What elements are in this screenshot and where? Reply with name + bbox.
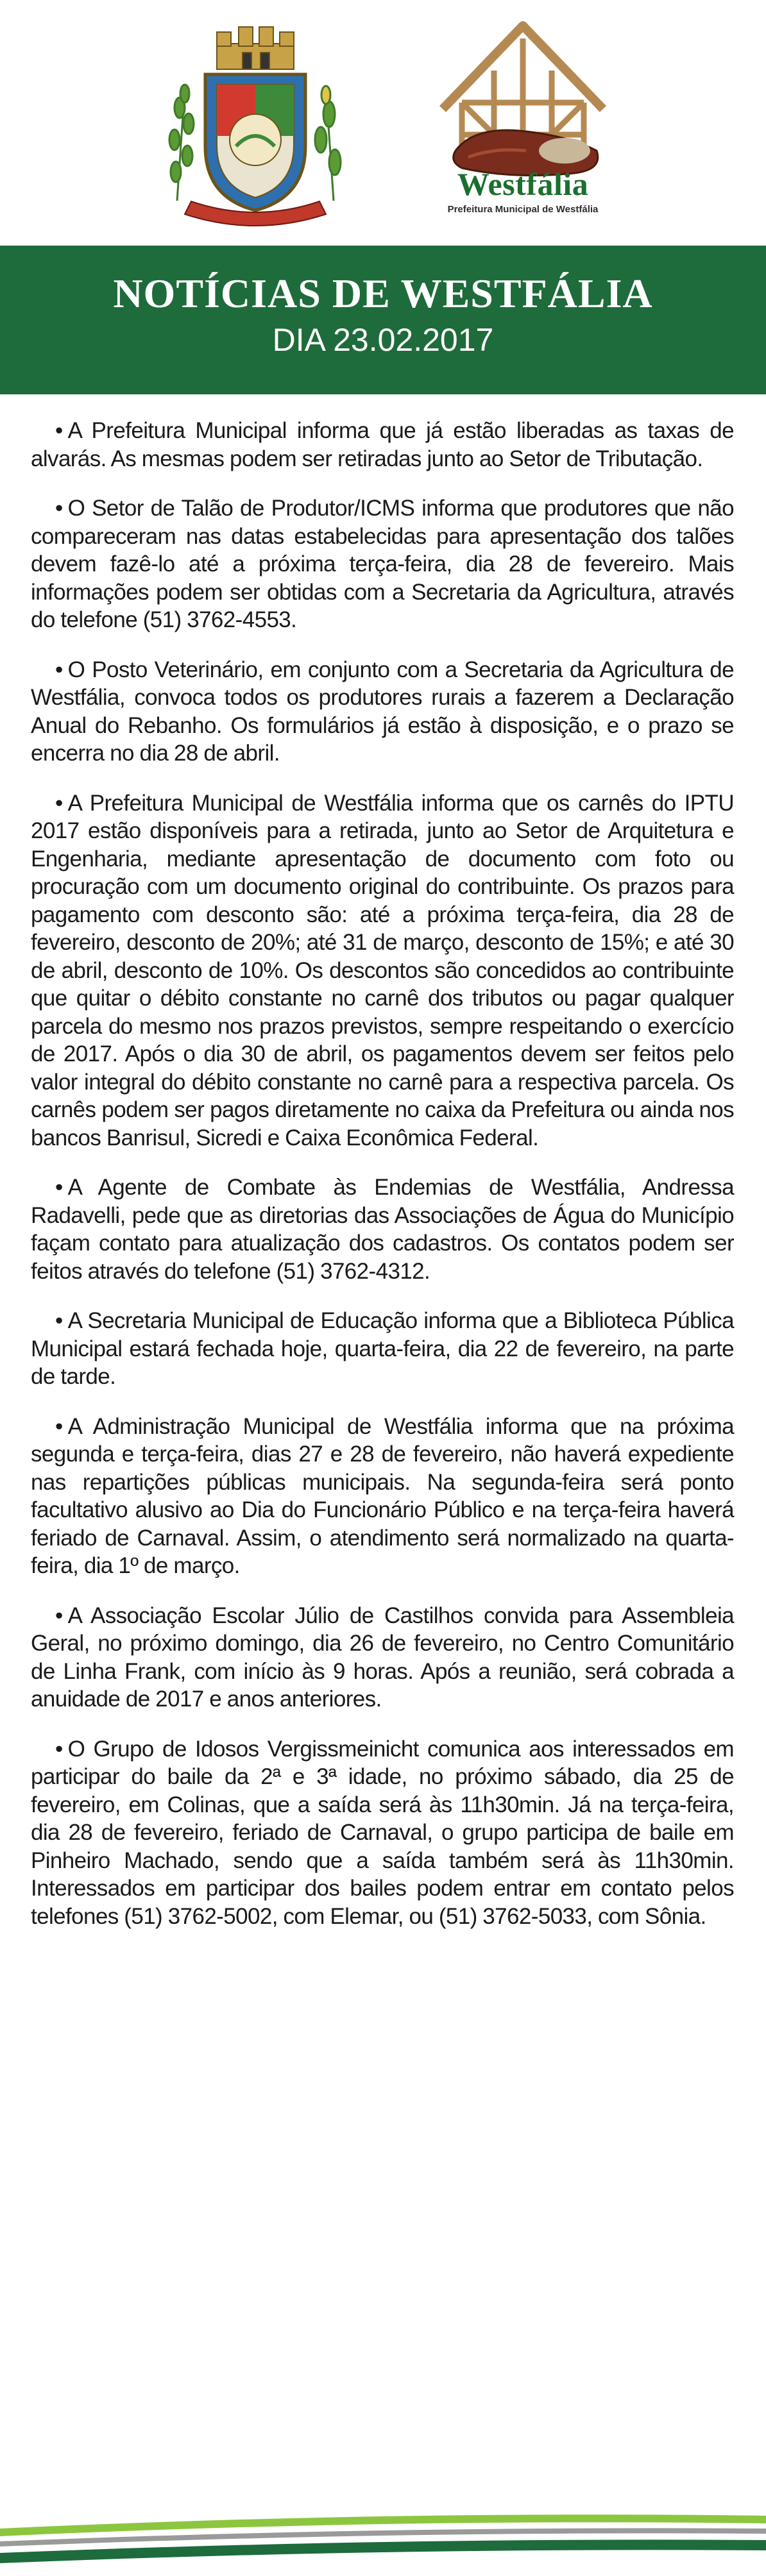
news-item-text: O Posto Veterinário, em conjunto com a Secretaria da Agricultura de Westfália, convoca todos os produtores rurais a fazerem a Declaração Anual do Rebanho. Os formulários já estão à disposição, e o prazo se encerra no dia 28 de abril. — [31, 657, 734, 766]
bullet-icon: • — [55, 418, 63, 443]
decorative-stripes — [0, 2511, 766, 2576]
bullet-icon: • — [55, 790, 63, 816]
mural-crown-icon — [217, 27, 294, 69]
bullet-icon: • — [55, 496, 63, 521]
news-item-taxas-alvaras — [31, 417, 734, 473]
logo-area — [0, 0, 766, 240]
bullet-icon: • — [55, 1413, 63, 1439]
bullet-icon: • — [55, 1736, 63, 1762]
title-banner — [0, 246, 766, 394]
news-item-text: A Prefeitura Municipal informa que já estão liberadas as taxas de alvarás. As mesmas podem ser retiradas junto ao Setor de Tributação. — [31, 418, 734, 471]
news-item-text: A Prefeitura Municipal de Westfália informa que os carnês do IPTU 2017 estão disponíveis para a retirada, junto ao Setor de Arquitetura e Engenharia, mediante apresentação de documento com foto ou procuração com um documento original do contribuinte. Os prazos para pagamento com desconto são: até a próxima terça-feira, dia 28 de fevereiro, desconto de 20%; até 31 de março, desconto de 15%; e até 30 de abril, desconto de 10%. Os descontos são concedidos ao contribuinte que quitar o débito constante no carnê dos tributos ou pagar qualquer parcela do mesmo nos prazos previstos, sempre respeitando o exercício de 2017. Após o dia 30 de abril, os pagamentos devem ser feitos pelo valor integral do débito constante no carnê para a respectiva parcela. Os carnês podem ser pagos diretamente no caixa da Prefeitura ou ainda nos bancos Banrisul, Sicredi e Caixa Econômica Federal. — [31, 790, 734, 1150]
news-item-iptu — [31, 789, 734, 1152]
page-title: NOTÍCIAS DE WESTFÁLIA — [113, 271, 653, 316]
coat-of-arms-logo — [146, 18, 364, 230]
bullet-icon: • — [55, 657, 63, 682]
news-item-endemias — [31, 1174, 734, 1285]
news-item-posto-veterinario — [31, 656, 734, 768]
news-item-text: O Setor de Talão de Produtor/ICMS informa que produtores que não compareceram nas datas estabelecidas para apresentação dos talões devem fazê-lo até a próxima terça-feira, dia 28 de fevereiro. Mais informações podem ser obtidas com a Secretaria da Agricultura, através do telefone (51) 3762-4553. — [31, 496, 734, 632]
news-list — [31, 417, 734, 1952]
stripe-dark-green — [0, 2539, 766, 2563]
news-item-expediente — [31, 1413, 734, 1580]
news-item-grupo-idosos — [31, 1735, 734, 1931]
news-item-text: A Secretaria Municipal de Educação informa que a Biblioteca Pública Municipal estará fechada hoje, quarta-feira, dia 22 de fevereiro, na parte de tarde. — [31, 1308, 734, 1389]
page-date: DIA 23.02.2017 — [272, 322, 494, 358]
news-item-assembleia — [31, 1602, 734, 1713]
news-item-text: A Associação Escolar Júlio de Castilhos convida para Assembleia Geral, no próximo domingo, dia 26 de fevereiro, no Centro Comunitário de Linha Frank, com início às 9 horas. Após a reunião, será cobrada a anuidade de 2017 e anos anteriores. — [31, 1603, 734, 1712]
news-item-text: A Administração Municipal de Westfália informa que na próxima segunda e terça-feira, dias 27 e 28 de fevereiro, não haverá expediente nas repartições públicas municipais. Na segunda-feira será ponto facultativo alusivo ao Dia do Funcionário Público e na terça-feira haverá feriado de Carnaval. Assim, o atendimento será normalizado na quarta-feira, dia 1º de março. — [31, 1413, 734, 1578]
bullet-icon: • — [55, 1308, 63, 1333]
wheat-left-icon — [169, 85, 194, 201]
brand-name: Westfália — [457, 166, 589, 202]
bullet-icon: • — [55, 1603, 63, 1628]
news-item-text: A Agente de Combate às Endemias de Westfália, Andressa Radavelli, pede que as diretorias das Associações de Água do Município façam contato para atualização dos cadastros. Os contatos podem ser feitos através do telefone (51) 3762-4312. — [31, 1175, 734, 1284]
shield-icon — [205, 74, 305, 210]
corn-right-icon — [315, 86, 341, 201]
news-item-text: O Grupo de Idosos Vergissmeinicht comunica aos interessados em participar do baile da 2ª e 3ª idade, no próximo sábado, dia 25 de fevereiro, em Colinas, que a saída será às 11h30min. Já na terça-feira, dia 28 de fevereiro, feriado de Carnaval, o grupo participa de baile em Pinheiro Machado, sendo que a saída também será às 11h30min. Interessados em participar dos bailes podem entrar em contato pelos telefones (51) 3762-5002, com Elemar, ou (51) 3762-5033, com Sônia. — [31, 1736, 734, 1929]
bullet-icon: • — [55, 1175, 63, 1200]
brand-subtitle: Prefeitura Municipal de Westfália — [447, 204, 599, 215]
news-item-talao-produtor — [31, 494, 734, 634]
news-item-biblioteca — [31, 1307, 734, 1391]
